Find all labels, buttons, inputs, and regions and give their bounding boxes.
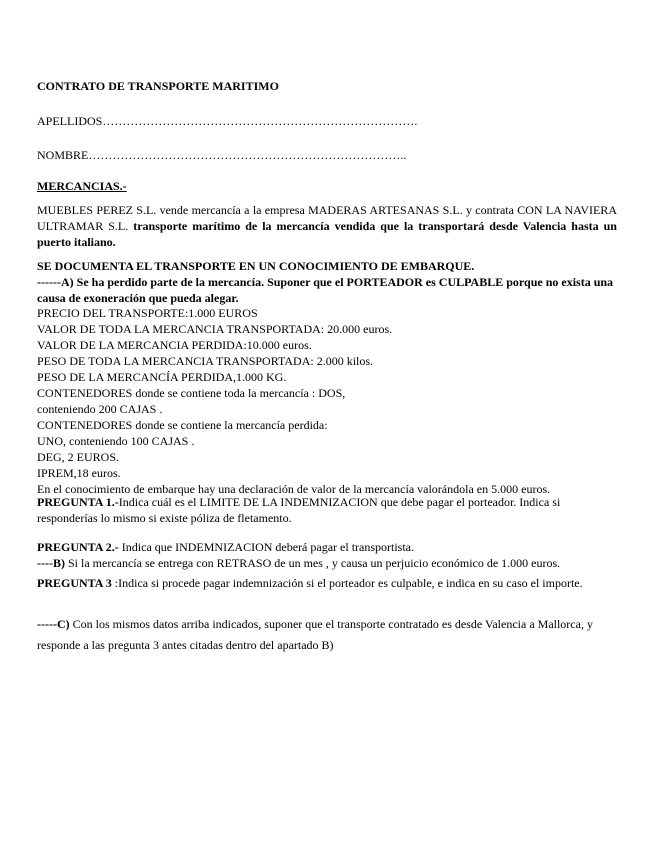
data-line: PESO DE LA MERCANCÍA PERDIDA,1.000 KG. bbox=[37, 370, 287, 384]
pregunta-3-label: PREGUNTA 3 bbox=[37, 576, 112, 590]
nombre-field: NOMBRE…………………………………………………………………….. bbox=[37, 148, 407, 162]
data-line: PRECIO DEL TRANSPORTE:1.000 EUROS bbox=[37, 306, 258, 320]
pregunta-2-paragraph bbox=[37, 539, 617, 555]
intro-bold-text: transporte marítimo de la mercancía vendida que la transportará desde Valencia hasta un puerto italiano. bbox=[37, 219, 617, 249]
case-c-label: -----C) bbox=[37, 617, 70, 631]
pregunta-1-text: Indica cuál es el LIMITE DE LA INDEMNIZACION que debe pagar el porteador. Indica si responderías lo mismo si existe póliza de fletamento. bbox=[37, 495, 561, 525]
case-c-paragraph bbox=[37, 614, 617, 656]
apellidos-field: APELLIDOS……………………………………………………………………. bbox=[37, 114, 418, 128]
pregunta-2-text: Indica que INDEMNIZACION deberá pagar el transportista. bbox=[118, 540, 415, 554]
data-line: DEG, 2 EUROS. bbox=[37, 450, 120, 464]
data-line: PESO DE TODA LA MERCANCIA TRANSPORTADA: 2.000 kilos. bbox=[37, 354, 374, 368]
pregunta-3-paragraph bbox=[37, 575, 617, 591]
document-title: CONTRATO DE TRANSPORTE MARITIMO bbox=[37, 79, 279, 93]
case-a-paragraph: ------A) Se ha perdido parte de la mercancía. Suponer que el PORTEADOR es CULPABLE porque no exista una causa de exoneración que pueda alegar. bbox=[37, 275, 614, 305]
data-line: CONTENEDORES donde se contiene la mercancía perdida: bbox=[37, 418, 328, 432]
pregunta-2-label: PREGUNTA 2.- bbox=[37, 540, 119, 554]
intro-paragraph bbox=[37, 202, 617, 250]
data-line: En el conocimiento de embarque hay una declaración de valor de la mercancía valorándola en 5.000 euros. bbox=[37, 482, 551, 496]
mercancias-heading: MERCANCIAS.- bbox=[37, 179, 127, 193]
data-line: VALOR DE LA MERCANCIA PERDIDA:10.000 euros. bbox=[37, 338, 312, 352]
data-line: CONTENEDORES donde se contiene toda la mercancía : DOS, bbox=[37, 386, 346, 400]
data-line: VALOR DE TODA LA MERCANCIA TRANSPORTADA: 20.000 euros. bbox=[37, 322, 393, 336]
case-b-paragraph bbox=[37, 555, 617, 571]
case-c-text: Con los mismos datos arriba indicados, suponer que el transporte contratado es desde Valencia a Mallorca, y responde a las pregunta 3 antes citadas dentro del apartado B) bbox=[37, 617, 593, 652]
case-b-label: ----B) bbox=[37, 556, 65, 570]
data-line: IPREM,18 euros. bbox=[37, 466, 121, 480]
se-documenta-heading: SE DOCUMENTA EL TRANSPORTE EN UN CONOCIMIENTO DE EMBARQUE. bbox=[37, 259, 475, 273]
data-lines-list bbox=[37, 305, 617, 497]
data-line: UNO, conteniendo 100 CAJAS . bbox=[37, 434, 195, 448]
pregunta-1-label: PREGUNTA 1.- bbox=[37, 495, 119, 509]
data-line: conteniendo 200 CAJAS . bbox=[37, 402, 163, 416]
intro-plain-text: MUEBLES PEREZ S.L. vende mercancía a la empresa MADERAS ARTESANAS S.L. y contrata CON LA NAVIERA ULTRAMAR S.L. bbox=[37, 203, 617, 233]
pregunta-1-paragraph bbox=[37, 494, 617, 526]
pregunta-3-text: :Indica si procede pagar indemnización si el porteador es culpable, e indica en su caso el importe. bbox=[111, 576, 583, 590]
case-b-text: Si la mercancía se entrega con RETRASO de un mes , y causa un perjuicio económico de 1.000 euros. bbox=[64, 556, 561, 570]
